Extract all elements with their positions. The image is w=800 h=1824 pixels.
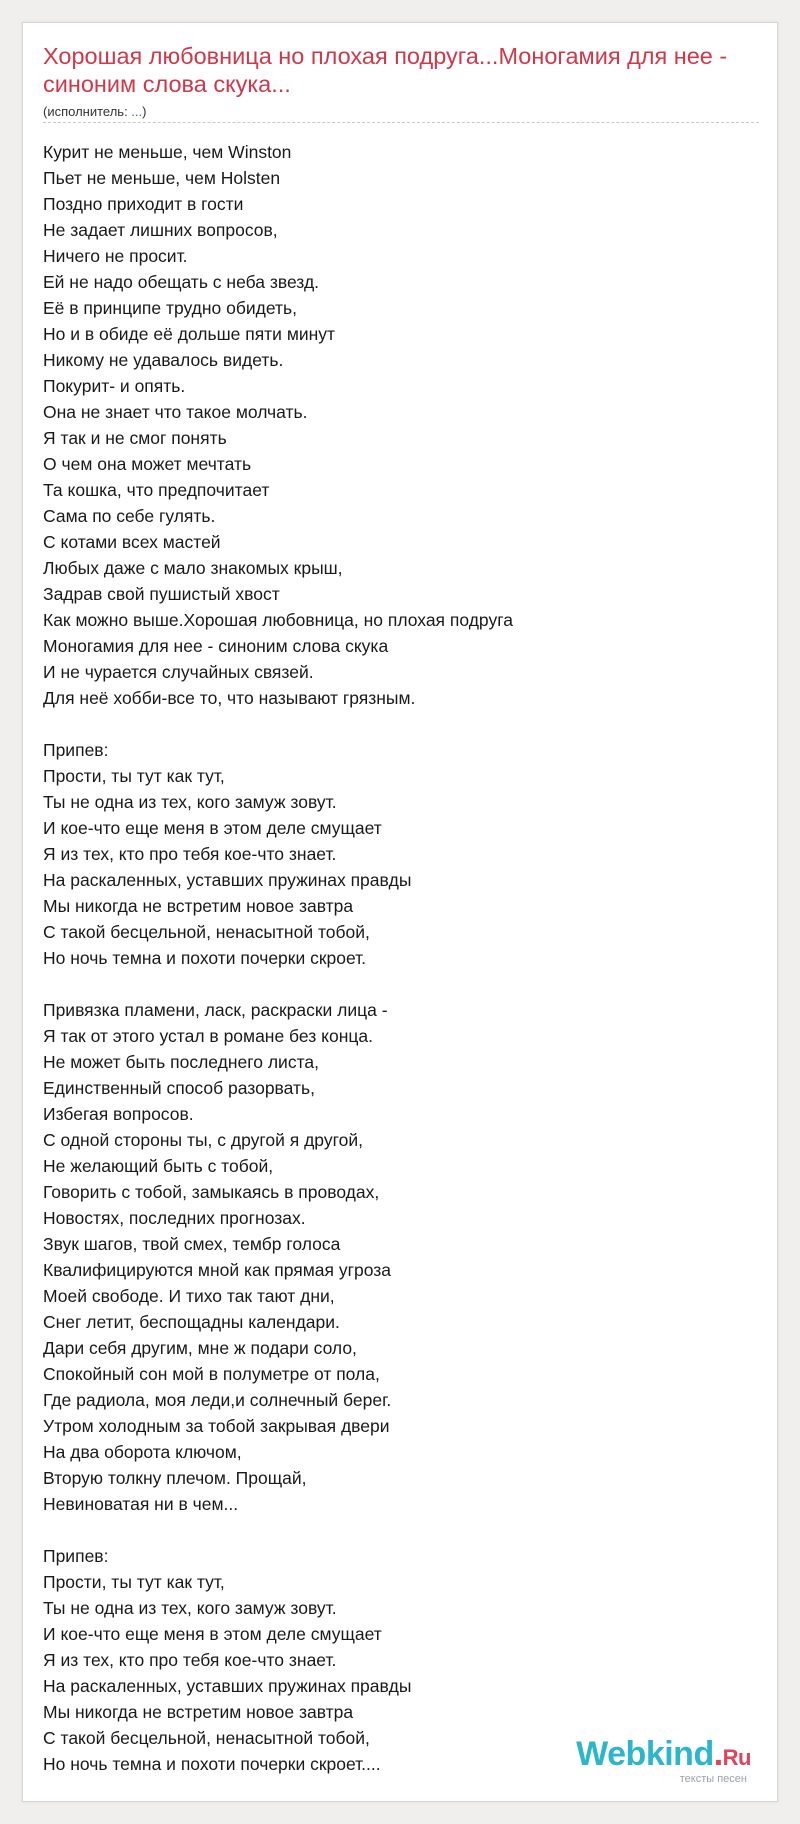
song-title: Хорошая любовница но плохая подруга...Моногамия для нее - синоним слова скука... bbox=[43, 43, 728, 97]
performer-suffix: ) bbox=[142, 104, 147, 119]
performer-line bbox=[43, 103, 146, 120]
logo-tagline: тексты песен bbox=[679, 1773, 747, 1785]
lyrics-text: Курит не меньше, чем Winston Пьет не меньше, чем Holsten Поздно приходит в гости Не задает лишних вопросов, Ничего не просит. Ей не надо обещать с неба звезд. Её в принципе трудно обидеть, Но и в обиде её дольше пяти минут Никому не удавалось видеть. Покурит- и опять. Она не знает что такое молчать. Я так и не смог понять О чем она может мечтать Та кошка, что предпочитает Сама по себе гулять. С котами всех мастей Любых даже с мало знакомых крыш, Задрав свой пушистый хвост Как можно выше.Хорошая любовница, но плохая подруга Моногамия для нее - синоним слова скука И не чурается случайных связей. Для неё хобби-все то, что называют грязным. Припев: Прости, ты тут как тут, Ты не одна из тех, кого замуж зовут. И кое-что еще меня в этом деле смущает Я из тех, кто про тебя кое-что знает. На раскаленных, уставших пружинах правды Мы никогда не встретим новое завтра С такой бесцельной, ненасытной тобой, Но ночь темна и похоти почерки скроет. Привязка пламени, ласк, раскраски лица - Я так от этого устал в романе без конца. Не может быть последнего листа, Единственный способ разорвать, Избегая вопросов. С одной стороны ты, с другой я другой, Не желающий быть с тобой, Говорить с тобой, замыкаясь в проводах, Новостях, последних прогнозах. Звук шагов, твой смех, тембр голоса Квалифицируются мной как прямая угроза Моей свободе. И тихо так тают дни, Снег летит, беспощадны календари. Дари себя другим, мне ж подари соло, Спокойный сон мой в полуметре от пола, Где радиола, моя леди,и солнечный берег. Утром холодным за тобой закрывая двери На два оборота ключом, Вторую толкну плечом. Прощай, Невиноватая ни в чем... Припев: Прости, ты тут как тут, Ты не одна из тех, кого замуж зовут. И кое-что еще меня в этом деле смущает Я из тех, кто про тебя кое-что знает. На раскаленных, уставших пружинах правды Мы никогда не встретим новое завтра С такой бесцельной, ненасытной тобой, Но ночь темна и похоти почерки скроет.... bbox=[43, 141, 513, 1774]
performer-link[interactable]: ... bbox=[131, 104, 143, 119]
site-logo[interactable] bbox=[576, 1737, 751, 1785]
logo-wordmark bbox=[576, 1737, 751, 1775]
performer-prefix: (исполнитель: bbox=[43, 104, 132, 119]
logo-tld: Ru bbox=[722, 1745, 751, 1770]
lyrics-card bbox=[22, 22, 778, 1802]
logo-name: Webkind bbox=[576, 1735, 714, 1773]
logo-dot: . bbox=[713, 1735, 723, 1773]
title-divider bbox=[43, 122, 759, 123]
